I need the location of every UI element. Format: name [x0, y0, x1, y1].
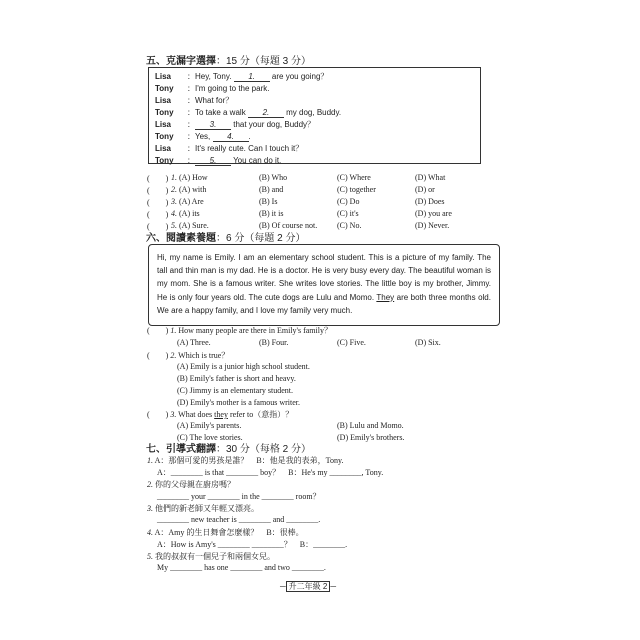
option-d: (D) you are	[415, 209, 452, 218]
section7-title	[146, 440, 311, 455]
section5-title	[146, 52, 311, 67]
dialog-text: ：	[187, 156, 195, 165]
option-d: (D) Six.	[415, 338, 441, 347]
dialog-line	[155, 95, 233, 106]
option-b: (B) Lulu and Momo.	[337, 421, 404, 430]
option-c: (C) it's	[337, 209, 359, 218]
option-a: (A) Emily's parents.	[177, 421, 242, 430]
option-a: (A) its	[179, 209, 200, 218]
english-answer-line[interactable]: My ________ has one ________ and two ________.	[157, 563, 326, 572]
dialog-text: ：I'm going to the park.	[187, 84, 270, 93]
english-answer-line[interactable]: A：How is Amy's ________ ________？ B：________.	[157, 540, 348, 549]
speaker-name: Lisa	[155, 120, 172, 129]
answer-paren[interactable]: ( )	[147, 174, 169, 183]
section7-score: ：30 分（每格 2 分）	[216, 444, 312, 455]
option-a: (A) Emily is a junior high school student.	[177, 362, 310, 371]
dialog-text: ：It's really cute. Can I touch it？	[187, 144, 304, 153]
option-a: (A) How	[179, 173, 208, 182]
option-a: (A) Sure.	[179, 221, 209, 230]
translation-item-1-prompt	[147, 455, 343, 466]
blank[interactable]: 3.	[195, 120, 231, 130]
dialog-box	[148, 67, 481, 164]
dialog-line	[155, 83, 269, 94]
question-underlined-word: they	[214, 410, 228, 419]
option-b: (B) Who	[259, 173, 288, 182]
translation-item-2-prompt	[147, 479, 235, 490]
reading-question-1	[147, 325, 332, 336]
answer-paren[interactable]: ( )	[147, 351, 169, 360]
section5-heading: 五、克漏字選擇	[146, 56, 216, 67]
question-number: 1.	[147, 456, 153, 465]
dialog-line	[155, 119, 315, 130]
option-d: (D) Does	[415, 197, 445, 206]
question-text: refer to（意指）？	[227, 410, 294, 419]
chinese-prompt: A：Amy 的生日舞會怎麼樣？ B：很棒。	[154, 528, 304, 537]
dialog-text: my dog, Buddy.	[283, 108, 342, 117]
option-b: (B) Of course not.	[259, 221, 318, 230]
section7-heading: 七、引導式翻譯	[146, 444, 216, 455]
english-answer-line[interactable]: ________ new teacher is ________ and ________.	[157, 515, 321, 524]
question-number: 5.	[147, 552, 153, 561]
reading-question-2	[147, 350, 229, 361]
chinese-prompt: 他們的新老師又年輕又漂亮。	[155, 504, 259, 513]
question-number: 2.	[147, 480, 153, 489]
option-c: (C) No.	[337, 221, 362, 230]
dialog-text: are you going？	[269, 72, 329, 81]
option-d: (D) What	[415, 173, 446, 182]
section6-title	[146, 229, 305, 244]
answer-paren[interactable]: ( )	[147, 198, 169, 207]
passage-underlined-word: They	[376, 292, 395, 302]
reading-question-3	[147, 409, 293, 420]
speaker-name: Lisa	[155, 144, 172, 153]
option-b: (B) it is	[259, 209, 284, 218]
dialog-text: ：To take a walk	[187, 108, 248, 117]
question-number: 4.	[147, 528, 153, 537]
blank[interactable]: 4.	[213, 132, 249, 142]
dialog-text: that your dog, Buddy？	[231, 120, 316, 129]
footer-left-rule: ─	[280, 582, 286, 591]
dialog-text: ：	[187, 120, 195, 129]
answer-paren[interactable]: ( )	[147, 186, 169, 195]
option-b: (B) and	[259, 185, 284, 194]
speaker-name: Tony	[155, 132, 174, 141]
blank[interactable]: 1.	[234, 72, 270, 82]
dialog-line	[155, 143, 303, 154]
question-number: 1.	[171, 173, 177, 182]
option-b: (B) Is	[259, 197, 278, 206]
section5-score: ：15 分（每題 3 分）	[216, 56, 312, 67]
option-d: (D) Emily's brothers.	[337, 433, 405, 442]
answer-paren[interactable]: ( )	[147, 410, 169, 419]
answer-paren[interactable]: ( )	[147, 222, 169, 231]
option-c: (C) together	[337, 185, 376, 194]
dialog-line	[155, 155, 281, 166]
option-a: (A) Three.	[177, 338, 211, 347]
answer-paren[interactable]: ( )	[147, 326, 169, 335]
dialog-line	[155, 71, 328, 82]
dialog-text: You can do it.	[231, 156, 282, 165]
footer-right-rule: ─	[330, 582, 337, 591]
option-b: (B) Four.	[259, 338, 289, 347]
page-footer	[280, 581, 336, 592]
english-answer-line[interactable]: ________ your ________ in the ________ room？	[157, 492, 321, 501]
blank[interactable]: 5.	[195, 156, 231, 166]
grade-page-label: 升二年級 2	[286, 581, 331, 592]
speaker-name: Lisa	[155, 72, 172, 81]
question-number: 2.	[170, 351, 177, 360]
dialog-line	[155, 107, 341, 118]
dialog-text: ：Hey, Tony.	[187, 72, 234, 81]
question-number: 3.	[147, 504, 153, 513]
speaker-name: Tony	[155, 84, 174, 93]
question-text: What does	[176, 410, 215, 419]
option-c: (C) Where	[337, 173, 371, 182]
option-d: (D) Never.	[415, 221, 450, 230]
reading-passage	[157, 251, 491, 317]
dialog-line	[155, 131, 251, 142]
dialog-text: .	[248, 132, 251, 141]
option-c: (C) Five.	[337, 338, 366, 347]
option-d: (D) or	[415, 185, 435, 194]
dialog-text: ：Yes,	[187, 132, 213, 141]
section6-score: ：6 分（每題 2 分）	[216, 233, 306, 244]
option-c: (C) Jimmy is an elementary student.	[177, 386, 293, 395]
passage-text: are both three months old. We are a happy family, and I love my family very much.	[157, 292, 491, 315]
passage-text: Hi, my name is Emily. I am an elementary school student. This is a picture of my family. The tall and thin man is my dad. He is a doctor. He is very busy every day. The beautiful woman is my mom. She is a famous writer. She writes love stories. The little boy is my brother, Jimmy. He is only four years old. The cute dogs are Lulu and Momo.	[157, 253, 491, 302]
option-c: (C) Do	[337, 197, 360, 206]
chinese-prompt: 你的父母親在廚房嗎？	[155, 480, 235, 489]
dialog-text: ：What for？	[187, 96, 234, 105]
blank[interactable]: 2.	[248, 108, 284, 118]
question-number: 3.	[171, 197, 177, 206]
question-number: 2.	[171, 185, 177, 194]
reading-passage-box	[148, 244, 500, 326]
question-number: 1.	[170, 326, 177, 335]
option-b: (B) Emily's father is short and heavy.	[177, 374, 296, 383]
option-a: (A) Are	[179, 197, 204, 206]
translation-item-3-prompt	[147, 503, 259, 514]
speaker-name: Tony	[155, 156, 174, 165]
translation-item-4-prompt	[147, 527, 304, 538]
option-a: (A) with	[179, 185, 207, 194]
option-c: (C) The love stories.	[177, 433, 243, 442]
speaker-name: Tony	[155, 108, 174, 117]
chinese-prompt: 我的叔叔有一個兒子和兩個女兒。	[155, 552, 275, 561]
translation-item-5-prompt	[147, 551, 275, 562]
english-answer-line[interactable]: A：________ is that ________ boy？ B：He's my ________, Tony.	[157, 468, 384, 477]
question-number: 5.	[171, 221, 177, 230]
question-number: 3.	[170, 410, 177, 419]
question-text: How many people are there in Emily's family？	[176, 326, 332, 335]
question-number: 4.	[171, 209, 177, 218]
option-d: (D) Emily's mother is a famous writer.	[177, 398, 300, 407]
question-text: Which is true？	[176, 351, 230, 360]
chinese-prompt: A：那個可愛的男孩是誰？ B：他是我的表弟，Tony.	[154, 456, 344, 465]
section6-heading: 六、閱讀素養題	[146, 233, 216, 244]
answer-paren[interactable]: ( )	[147, 210, 169, 219]
speaker-name: Lisa	[155, 96, 172, 105]
